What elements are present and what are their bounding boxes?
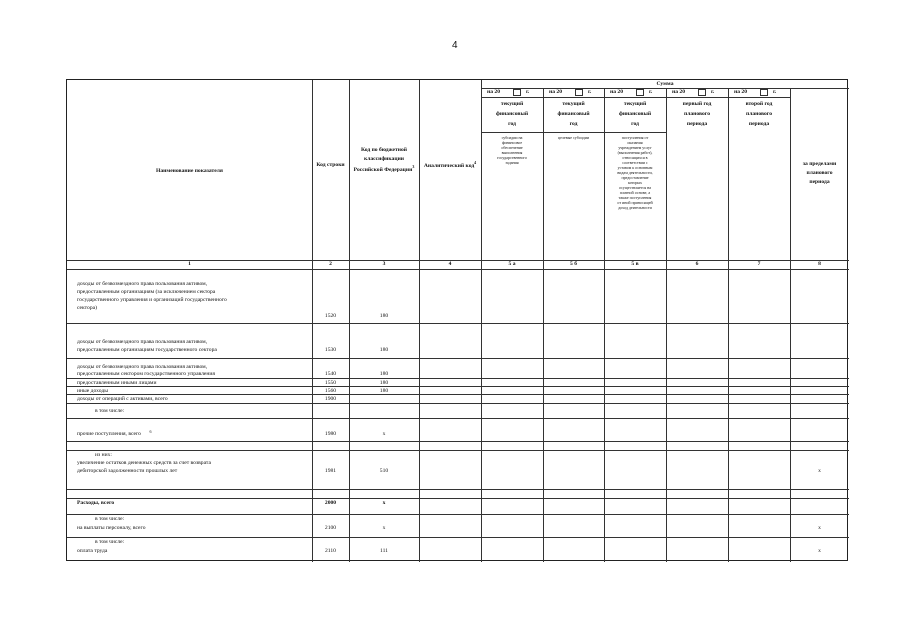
- header-subtext-line: задания: [505, 160, 519, 165]
- row-label: оплата труда: [77, 548, 108, 554]
- row-beyond-plan-value: х: [818, 548, 821, 554]
- year-input-box[interactable]: [513, 89, 521, 96]
- header-name-column: Наименование показателя: [156, 168, 223, 174]
- row-budget-code: х: [382, 500, 386, 506]
- footnote-mark: 6: [149, 429, 152, 434]
- row-budget-code: 180: [379, 388, 389, 394]
- row-line: [67, 418, 849, 419]
- year-prefix: на 20: [610, 89, 624, 95]
- year-input-box[interactable]: [760, 89, 768, 96]
- row-code: 1540: [324, 371, 337, 377]
- row-label: предоставленным организациям (за исключением сектора: [77, 289, 216, 295]
- year-prefix: на 20: [487, 89, 501, 95]
- header-code-row: Код строки: [316, 162, 345, 168]
- row-code: 1530: [324, 347, 337, 353]
- row-budget-code: х: [382, 525, 386, 531]
- header-subtext-line: оказания: [627, 140, 643, 145]
- row-beyond-plan-value: х: [818, 525, 821, 531]
- header-subtext-line: (выполнения работ),: [617, 150, 653, 155]
- header-subtext-line: целевые субсидии: [558, 135, 589, 140]
- row-label: предоставленным организациям государственного сектора: [77, 347, 217, 353]
- row-label: Расходы, всего: [77, 500, 115, 506]
- header-line: [481, 97, 790, 98]
- row-line: [67, 403, 849, 404]
- financial-table: [66, 79, 848, 561]
- header-current-year-5v: текущий финансовый год: [618, 101, 652, 127]
- row-label: в том числе:: [95, 408, 125, 414]
- year-input-box[interactable]: [575, 89, 583, 96]
- row-label: предоставленным иными лицами: [77, 380, 157, 386]
- year-suffix: г.: [588, 89, 592, 95]
- page-number: 4: [452, 40, 458, 51]
- header-second-plan-year: второй год планового периода: [745, 101, 773, 127]
- header-subtext-line: уставом к основным: [617, 165, 653, 170]
- header-subtext-line: финансовое: [501, 140, 523, 145]
- row-label: доходы от операций с активами, всего: [77, 396, 168, 402]
- year-input-box[interactable]: [698, 89, 706, 96]
- header-current-year-5b: текущий финансовый год: [557, 101, 590, 127]
- column-number: 5 б: [570, 261, 577, 267]
- column-number: 8: [818, 261, 821, 267]
- row-budget-code: 510: [379, 468, 389, 474]
- header-subtext-line: обеспечение: [501, 145, 523, 150]
- header-subtext-line: соответствии с: [622, 160, 648, 165]
- row-code: 2100: [324, 525, 337, 531]
- col-divider: [728, 88, 729, 562]
- column-number: 6: [695, 261, 699, 267]
- header-subtext-line: государственного: [497, 155, 527, 160]
- header-first-plan-year: первый год планового периода: [682, 101, 712, 127]
- row-code: 1520: [324, 313, 337, 319]
- row-budget-code: 180: [379, 347, 389, 353]
- header-sum: Сумма: [656, 81, 674, 87]
- row-label: доходы от безвозмездного права пользования активом,: [77, 364, 208, 370]
- header-line: [67, 269, 849, 270]
- row-beyond-plan-value: х: [818, 468, 821, 474]
- year-prefix: на 20: [734, 89, 748, 95]
- header-budget-code: Код по бюджетной классификации Российской Федерации$^3$: [353, 147, 415, 173]
- header-subtext-line: доход деятельности: [618, 205, 652, 210]
- column-number: 1: [188, 261, 191, 267]
- row-label: в том числе:: [95, 539, 125, 545]
- row-code: 2110: [325, 548, 336, 554]
- column-number: 5 а: [508, 261, 516, 267]
- year-suffix: г.: [649, 89, 653, 95]
- header-subtext-line: поступления от: [621, 135, 649, 140]
- col-divider: [666, 88, 667, 562]
- row-label: дебиторской задолженности прошлых лет: [77, 468, 178, 474]
- row-line: [67, 323, 849, 324]
- row-budget-code: 180: [379, 313, 389, 319]
- row-line: [67, 514, 849, 515]
- row-line: [67, 537, 849, 538]
- row-label: на выплаты персоналу, всего: [77, 525, 146, 531]
- header-subtext-line: учреждением услуг: [618, 145, 652, 150]
- column-number: 2: [329, 261, 332, 267]
- year-prefix: на 20: [549, 89, 563, 95]
- row-label: государственного управления и организаций государственного: [77, 297, 227, 303]
- header-subtext-line: предоставление: [621, 175, 649, 180]
- row-label: иные доходы: [77, 388, 108, 394]
- header-subtext-line: видам деятельности,: [617, 170, 653, 175]
- row-label: доходы от безвозмездного права пользования активом,: [77, 281, 208, 287]
- row-label: увеличение остатков денежных средств за счет возврата: [77, 460, 211, 466]
- row-budget-code: 180: [379, 380, 389, 386]
- header-subtext-line: также поступления: [618, 195, 652, 200]
- footnote-mark: 3: [412, 164, 415, 169]
- row-budget-code: х: [382, 431, 386, 437]
- column-number: 5 в: [631, 261, 639, 267]
- row-line: [67, 498, 849, 499]
- year-prefix: на 20: [672, 89, 686, 95]
- row-label: прочие поступления, всего: [77, 431, 141, 437]
- row-line: [67, 378, 849, 379]
- row-line: [67, 441, 849, 442]
- header-subtext-line: от иной приносящей: [617, 200, 653, 205]
- row-code: 1900: [324, 396, 337, 402]
- header-analytic-code: Аналитический код$^4$: [423, 160, 477, 169]
- row-code: 1981: [324, 468, 337, 474]
- year-suffix: г.: [773, 89, 777, 95]
- header-target-subsidy: [543, 135, 604, 140]
- year-suffix: г.: [711, 89, 715, 95]
- column-number: 7: [757, 261, 761, 267]
- row-code: 1560: [324, 388, 337, 394]
- header-subtext-line: выполнения: [501, 150, 523, 155]
- row-label: из них:: [95, 452, 112, 458]
- header-subsidy-task: [481, 135, 543, 165]
- header-service-income: [604, 135, 666, 210]
- row-line: [67, 358, 849, 359]
- row-label: в том числе:: [95, 516, 125, 522]
- row-label: сектора): [77, 305, 97, 311]
- row-line: [67, 489, 849, 490]
- header-line: [481, 132, 666, 133]
- row-budget-code: 180: [379, 371, 389, 377]
- row-code: 2000: [324, 500, 337, 506]
- row-label: доходы от безвозмездного права пользования активом,: [77, 339, 208, 345]
- column-number: 3: [382, 261, 386, 267]
- row-code: 1980: [324, 431, 337, 437]
- row-code: 1550: [324, 380, 337, 386]
- row-line: [67, 386, 849, 387]
- col-divider: [543, 88, 544, 562]
- year-input-box[interactable]: [636, 89, 644, 96]
- footnote-mark: 4: [474, 160, 477, 165]
- header-subtext-line: субсидии на: [501, 135, 523, 140]
- header-line: [481, 88, 849, 89]
- header-subtext-line: осуществляется на: [618, 185, 652, 190]
- year-suffix: г.: [526, 89, 530, 95]
- header-subtext-line: платной основе, а: [619, 190, 651, 195]
- row-budget-code: 111: [380, 548, 388, 554]
- row-line: [67, 394, 849, 395]
- header-current-year-5a: текущий финансовый год: [495, 101, 529, 127]
- row-label: предоставленным сектором государственного управления: [77, 371, 215, 377]
- row-line: [67, 450, 849, 451]
- header-subtext-line: относящихся в: [622, 155, 648, 160]
- header-subtext-line: которых: [627, 180, 643, 185]
- header-beyond-plan: за пределами планового периода: [802, 161, 837, 185]
- column-number: 4: [448, 261, 452, 267]
